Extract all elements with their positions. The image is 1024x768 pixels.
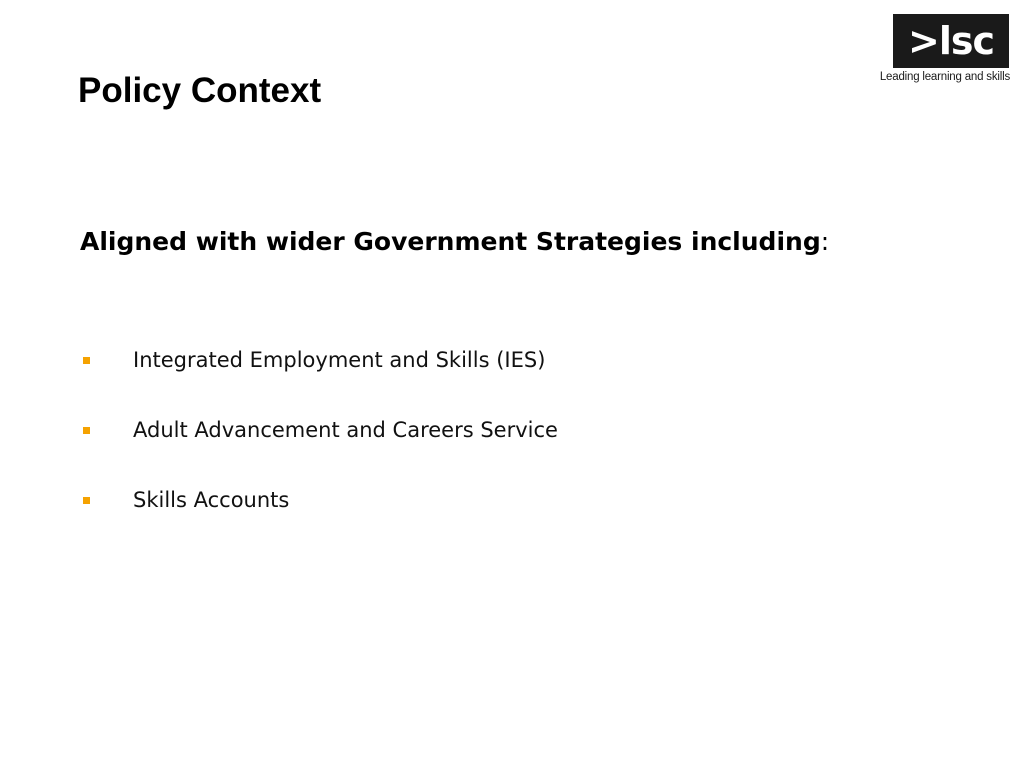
bullet-text: Integrated Employment and Skills (IES) bbox=[133, 348, 546, 372]
logo-tagline: Leading learning and skills bbox=[879, 71, 1010, 83]
square-bullet-icon bbox=[83, 357, 90, 364]
bullet-text: Adult Advancement and Careers Service bbox=[133, 418, 558, 442]
bullet-text: Skills Accounts bbox=[133, 488, 290, 512]
lsc-logo bbox=[850, 14, 1010, 86]
square-bullet-icon bbox=[83, 427, 90, 434]
slide-title: Policy Context bbox=[78, 71, 322, 110]
subheading-text: Aligned with wider Government Strategies including bbox=[80, 227, 821, 256]
subheading-colon: : bbox=[820, 227, 830, 256]
square-bullet-icon bbox=[83, 497, 90, 504]
subheading bbox=[80, 223, 829, 261]
logo-mark: >lsc bbox=[893, 14, 1009, 68]
